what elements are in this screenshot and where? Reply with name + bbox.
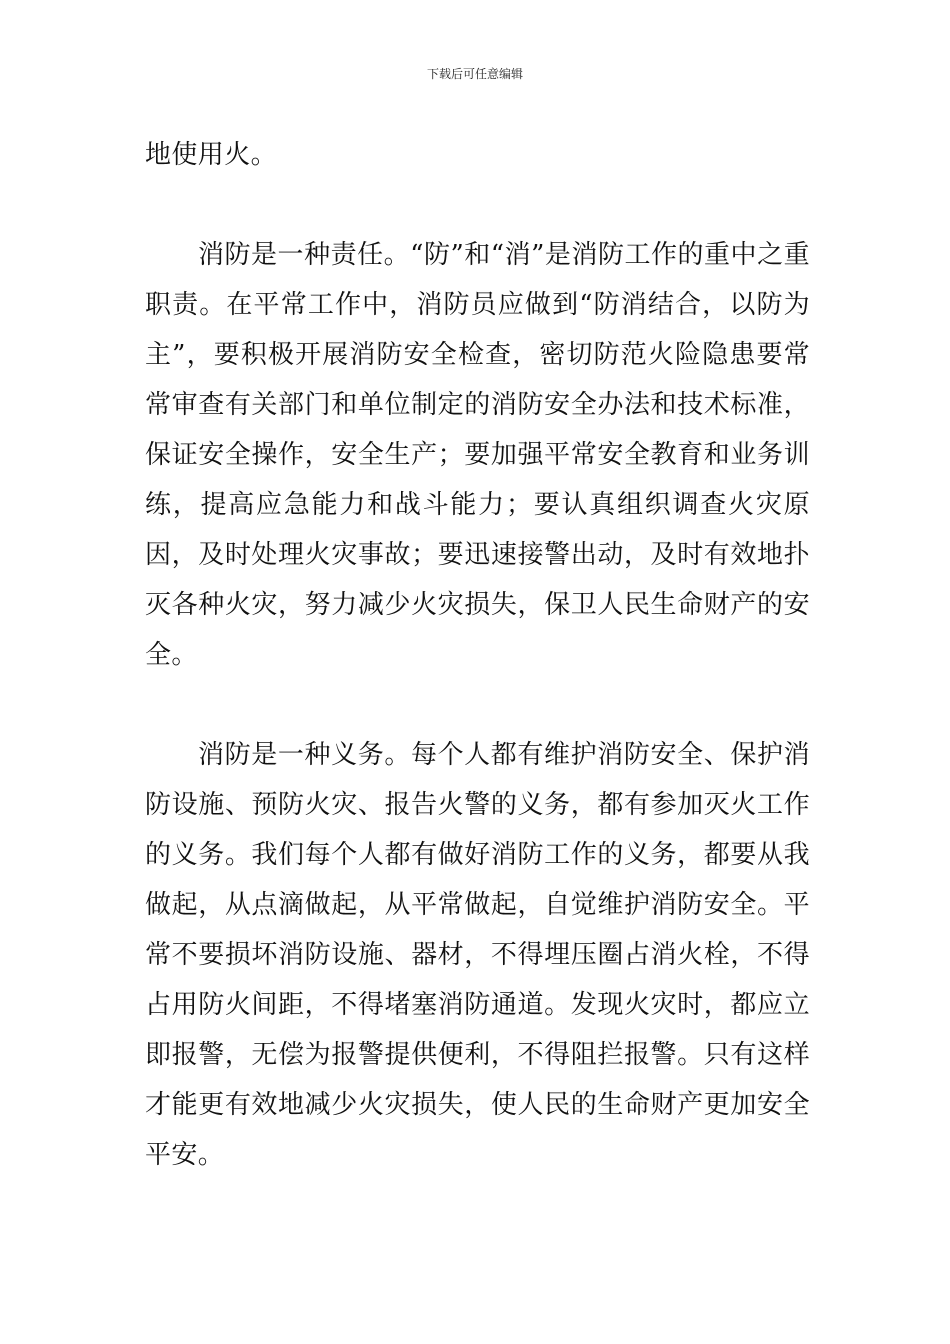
paragraph-spacer [145, 180, 810, 230]
paragraph-obligation: 消防是一种义务。每个人都有维护消防安全、保护消防设施、预防火灾、报告火警的义务，都有参加灭火工作的义务。我们每个人都有做好消防工作的义务，都要从我做起，从点滴做起，从平常做起，自觉维护消防安全。平常不要损坏消防设施、器材，不得埋压圈占消火栓，不得占用防火间距，不得堵塞消防通道。发现火灾时，都应立即报警，无偿为报警提供便利，不得阻拦报警。只有这样才能更有效地减少火灾损失，使人民的生命财产更加安全平安。 [145, 740, 810, 1170]
document-body [145, 130, 810, 1180]
paragraph-continuation: 地使用火。 [145, 140, 278, 170]
paragraph-responsibility: 消防是一种责任。“防”和“消”是消防工作的重中之重职责。在平常工作中，消防员应做到“防消结合，以防为主”，要积极开展消防安全检查，密切防范火险隐患要常常审查有关部门和单位制定的消防安全办法和技术标准，保证安全操作，安全生产；要加强平常安全教育和业务训练，提高应急能力和战斗能力；要认真组织调查火灾原因，及时处理火灾事故；要迅速接警出动，及时有效地扑灭各种火灾，努力减少火灾损失，保卫人民生命财产的安全。 [145, 240, 810, 670]
page-header-note: 下载后可任意编辑 [426, 67, 523, 81]
paragraph-spacer [145, 680, 810, 730]
